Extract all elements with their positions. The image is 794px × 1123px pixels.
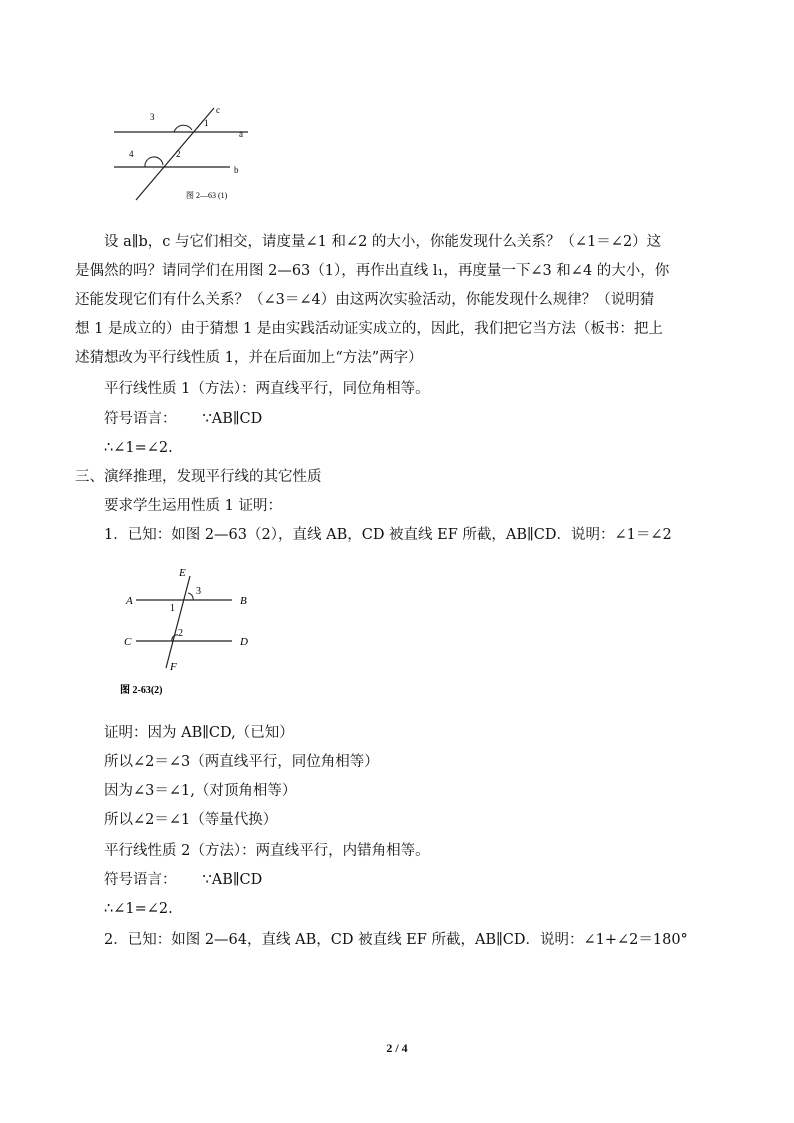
property-2: 平行线性质 2（方法）：两直线平行，内错角相等。 — [104, 843, 430, 859]
label-angle-2: 2 — [178, 628, 183, 639]
figure-2-63-1-drawing — [108, 100, 268, 205]
line-ef — [166, 576, 190, 668]
label-angle-3: 3 — [196, 586, 201, 597]
paragraph-1-line-2: 是偶然的吗？请同学们在用图 2—63（1），再作出直线 l₁，再度量一下∠3 和∠4 的大小，你 — [75, 263, 670, 279]
symbol-language-1-label: 符号语言： — [104, 411, 177, 427]
symbol-language-2-label: 符号语言： — [104, 872, 177, 888]
paragraph-1-line-3: 还能发现它们有什么关系？（∠3＝∠4）由这两次实验活动，你能发现什么规律？（说明猜 — [75, 292, 655, 308]
proof-line-2: 所以∠2＝∠3（两直线平行，同位角相等） — [104, 754, 379, 770]
page-number: 2 / 4 — [386, 1041, 408, 1055]
label-angle-1: 1 — [170, 603, 175, 614]
proof-line-1: 证明：因为 AB∥CD,（已知） — [104, 725, 294, 741]
figure-2-63-1 — [108, 100, 268, 205]
label-e: E — [179, 567, 186, 579]
property-1: 平行线性质 1（方法）：两直线平行，同位角相等。 — [104, 381, 430, 397]
angle-arc-4 — [145, 157, 163, 167]
symbol-language-1 — [104, 409, 262, 429]
section-3-heading: 三、演绎推理，发现平行线的其它性质 — [75, 469, 322, 485]
figure-2-63-2-drawing — [104, 558, 279, 703]
therefore-1: ∴∠1=∠2. — [104, 440, 173, 456]
label-f: F — [170, 661, 177, 673]
label-d: D — [240, 636, 248, 648]
label-angle-1: 1 — [204, 118, 209, 128]
symbol-language-2-text: ∵AB∥CD — [202, 872, 263, 888]
angle-arc-3 — [188, 593, 193, 600]
label-line-a: a — [239, 129, 243, 139]
label-angle-3: 3 — [150, 112, 155, 122]
figure-2-caption: 图 2-63(2) — [120, 685, 163, 696]
label-c: C — [124, 636, 132, 648]
angle-arc-3 — [174, 125, 192, 132]
label-angle-2: 2 — [176, 149, 181, 159]
paragraph-1-line-1: 设 a∥b，c 与它们相交，请度量∠1 和∠2 的大小，你能发现什么关系？（∠1＝∠2）这 — [104, 234, 662, 250]
question-2: 2．已知：如图 2—64，直线 AB，CD 被直线 EF 所截，AB∥CD．说明：∠1+∠2＝180° — [104, 932, 688, 948]
figure-1-caption: 图 2—63 (1) — [186, 191, 228, 200]
label-b: B — [240, 595, 247, 607]
paragraph-1-line-4: 想 1 是成立的）由于猜想 1 是由实践活动证实成立的，因此，我们把它当方法（板书：把上 — [75, 321, 663, 337]
label-line-b: b — [234, 165, 239, 175]
line-c — [136, 108, 214, 200]
proof-line-3: 因为∠3＝∠1,（对顶角相等） — [104, 783, 297, 799]
question-1: 1．已知：如图 2—63（2），直线 AB，CD 被直线 EF 所截，AB∥CD．说明：∠1＝∠2 — [104, 527, 672, 543]
section-3-intro: 要求学生运用性质 1 证明： — [104, 498, 282, 514]
label-a: A — [126, 595, 133, 607]
label-angle-4: 4 — [129, 149, 134, 159]
figure-2-63-2 — [104, 558, 279, 703]
symbol-language-2 — [104, 870, 262, 890]
paragraph-1-line-5: 述猜想改为平行线性质 1，并在后面加上“方法”两字） — [75, 350, 423, 366]
proof-line-4: 所以∠2＝∠1（等量代换） — [104, 812, 278, 828]
label-line-c: c — [216, 105, 220, 115]
symbol-language-1-text: ∵AB∥CD — [202, 411, 263, 427]
therefore-2: ∴∠1=∠2. — [104, 901, 173, 917]
